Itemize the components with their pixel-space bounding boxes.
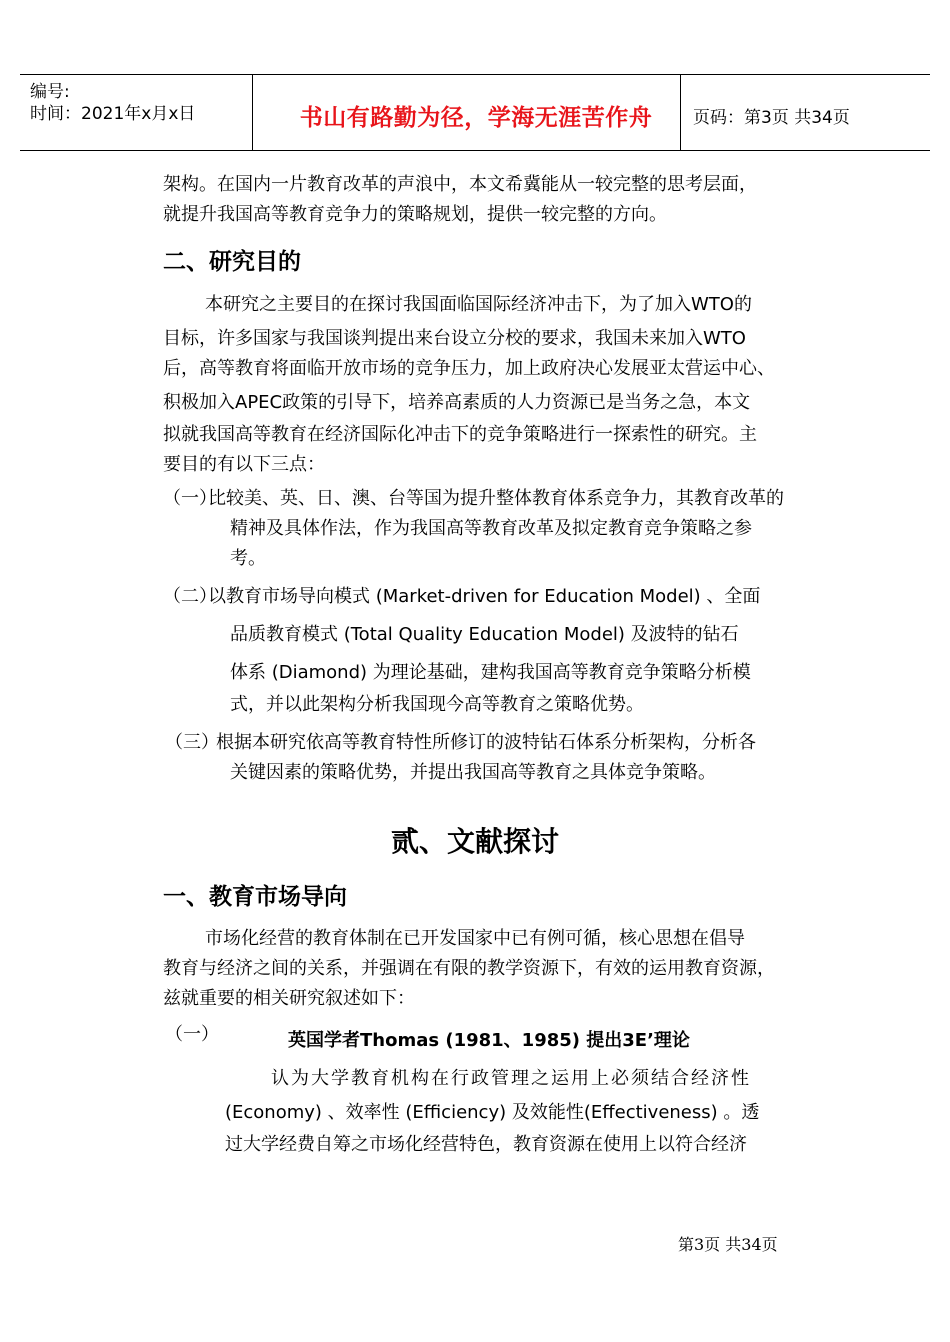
list-item-line: 关键因素的策略优势，并提出我国高等教育之具体竞争策略。 [230,762,716,783]
subsection-title: 英国学者Thomas (1981、1985) 提出3E’理论 [288,1030,690,1051]
paragraph-line: 拟就我国高等教育在经济国际化冲击下的竞争策略进行一探索性的研究。主 [163,424,757,445]
chapter-title: 贰、文献探讨 [390,825,559,858]
section-heading-market-orientation: 一、教育市场导向 [163,884,347,910]
paragraph-line: (Economy) 、效率性 (Efficiency) 及效能性(Effectiveness) 。透 [225,1102,760,1123]
list-item-line: 体系 (Diamond) 为理论基础，建构我国高等教育竞争策略分析模 [230,662,751,683]
paragraph-line: 过大学经费自筹之市场化经营特色，教育资源在使用上以符合经济 [225,1134,747,1155]
paragraph-line: 兹就重要的相关研究叙述如下： [163,988,415,1009]
list-item-line: 品质教育模式 (Total Quality Education Model) 及波特的钻石 [230,624,739,645]
list-item-line: 式，并以此架构分析我国现今高等教育之策略优势。 [230,694,644,715]
list-item-line: 比较美、英、日、澳、台等国为提升整体教育体系竞争力，其教育改革的 [208,488,784,509]
subsection-label: （一） [165,1024,219,1045]
paragraph-line: 积极加入APEC政策的引导下，培养高素质的人力资源已是当务之急，本文 [163,392,751,413]
paragraph-line: 市场化经营的教育体制在已开发国家中已有例可循，核心思想在倡导 [205,928,745,949]
paragraph-line: 目标，许多国家与我国谈判提出来台设立分校的要求，我国未来加入WTO [163,328,746,349]
paragraph-line: 本研究之主要目的在探讨我国面临国际经济冲击下，为了加入WTO的 [205,294,752,315]
document-time: 时间：2021年x月x日 [30,104,196,124]
header-motto: 书山有路勤为径，学海无涯苦作舟 [299,105,653,131]
section-heading-research-purpose: 二、研究目的 [163,249,301,275]
document-number-label: 编号: [30,82,70,102]
list-item-label: （三） [165,732,219,753]
header-meta [30,81,195,125]
paragraph-line: 教育与经济之间的关系，并强调在有限的教学资源下，有效的运用教育资源， [163,958,775,979]
page-header [20,74,930,151]
list-item-line: 以教育市场导向模式 (Market-driven for Education Model) 、全面 [208,586,761,607]
intro-line: 架构。在国内一片教育改革的声浪中，本文希冀能从一较完整的思考层面， [163,174,757,195]
list-item-line: 精神及具体作法，作为我国高等教育改革及拟定教育竞争策略之参 [230,518,752,539]
list-item-label: （一） [163,488,217,509]
list-item-label: （二） [163,586,217,607]
list-item-line: 考。 [230,548,266,569]
paragraph-line: 认为大学教育机构在行政管理之运用上必须结合经济性 [271,1068,751,1089]
footer-page-number: 第3页 共34页 [678,1235,778,1254]
intro-line: 就提升我国高等教育竞争力的策略规划，提供一较完整的方向。 [163,204,667,225]
header-page-number: 页码：第3页 共34页 [693,108,850,128]
list-item-line: 根据本研究依高等教育特性所修订的波特钻石体系分析架构，分析各 [216,732,756,753]
paragraph-line: 后，高等教育将面临开放市场的竞争压力，加上政府决心发展亚太营运中心、 [163,358,775,379]
paragraph-line: 要目的有以下三点： [163,454,325,475]
